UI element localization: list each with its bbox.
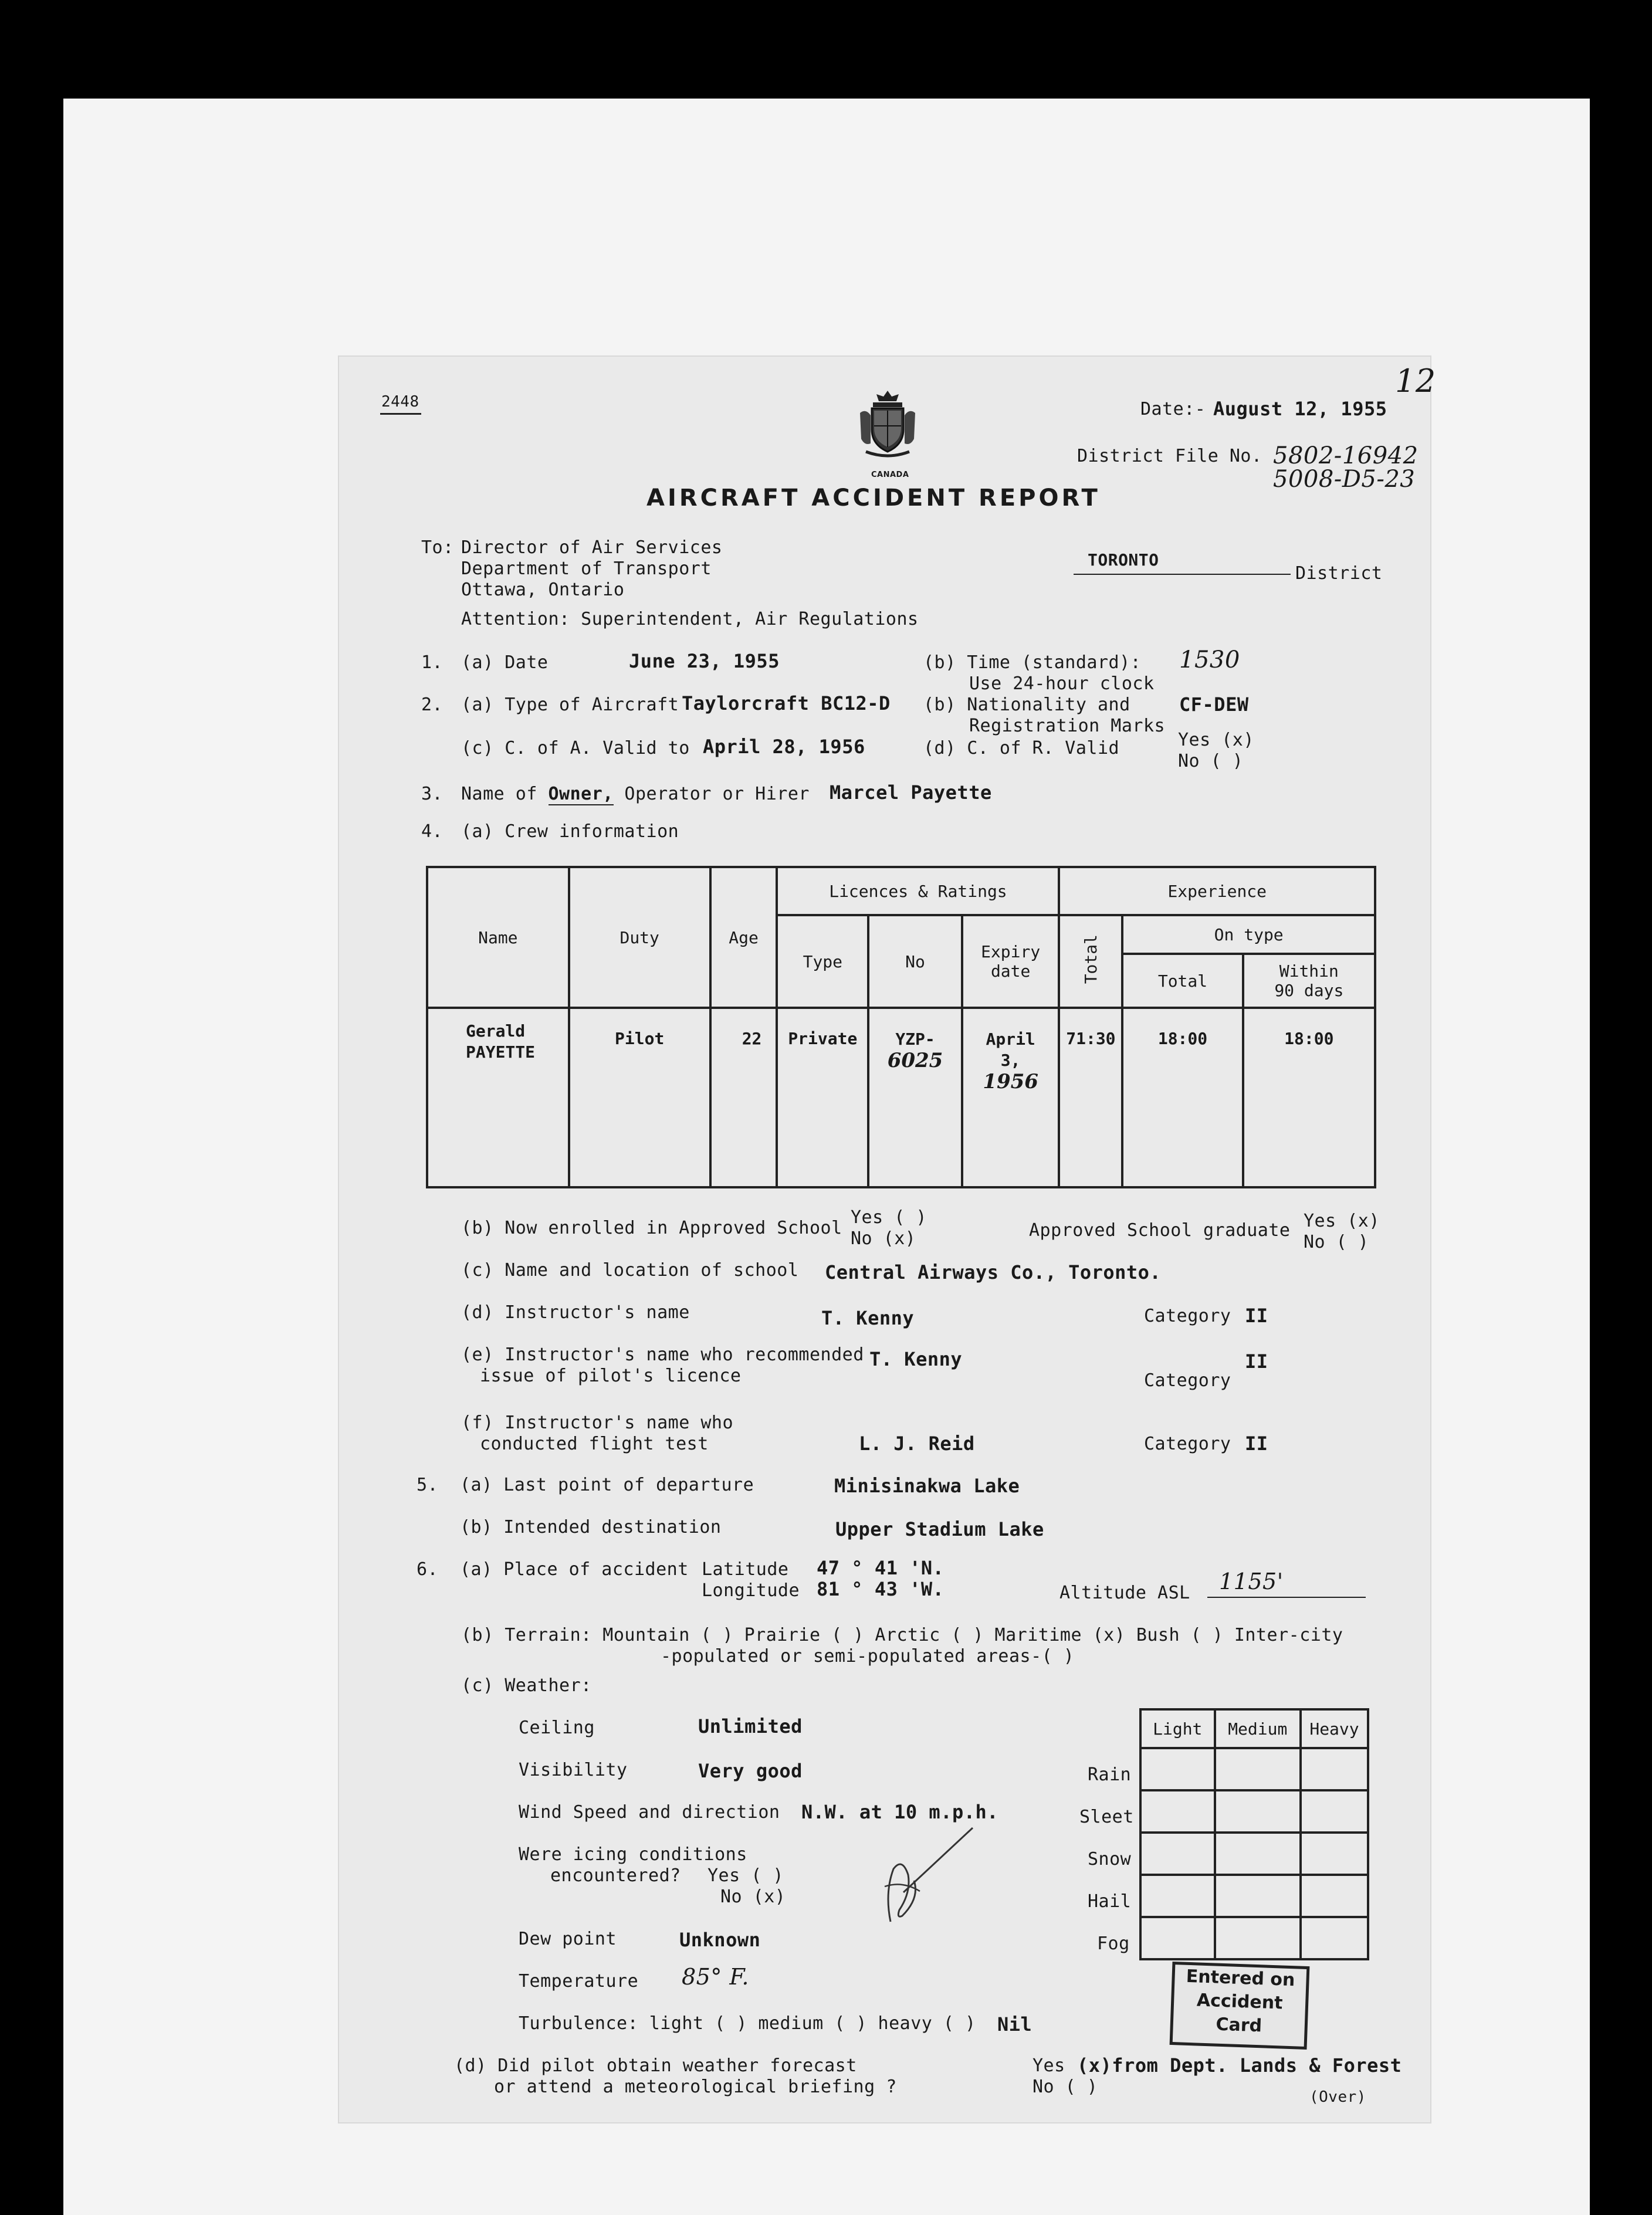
header-licences-ratings: Licences & Ratings bbox=[777, 867, 1059, 915]
addressee-line-1: Director of Air Services bbox=[461, 537, 723, 558]
school-value: Central Airways Co., Toronto. bbox=[825, 1261, 1162, 1283]
recommending-category: II bbox=[1245, 1350, 1268, 1373]
district-name: TORONTO bbox=[1088, 550, 1159, 570]
icing-yes: Yes ( ) bbox=[707, 1865, 784, 1886]
precip-cell bbox=[1215, 1833, 1301, 1875]
c-of-r-yes: Yes (x) bbox=[1178, 730, 1254, 750]
precip-col-light: Light bbox=[1140, 1709, 1215, 1748]
report-date: August 12, 1955 bbox=[1213, 398, 1387, 420]
entered-on-accident-card-stamp: Entered on Accident Card bbox=[1170, 1962, 1310, 2050]
test-instructor-label-1: (f) Instructor's name who bbox=[461, 1413, 734, 1433]
precip-cell bbox=[1140, 1917, 1215, 1959]
district-file-label: District File No. bbox=[1077, 446, 1262, 466]
addressee-line-2: Department of Transport bbox=[461, 558, 712, 579]
test-category: II bbox=[1245, 1432, 1268, 1455]
precip-cell bbox=[1215, 1790, 1301, 1833]
forecast-no: No ( ) bbox=[1032, 2077, 1098, 2097]
date-of-accident: June 23, 1955 bbox=[629, 650, 780, 672]
aircraft-type: Taylorcraft BC12-D bbox=[682, 692, 891, 714]
precip-cell bbox=[1301, 1790, 1368, 1833]
attention-line: Attention: Superintendent, Air Regulations bbox=[461, 609, 919, 629]
latitude-label: Latitude bbox=[702, 1559, 789, 1580]
time-note: Use 24-hour clock bbox=[969, 673, 1155, 694]
item-3-number: 3. bbox=[421, 784, 444, 804]
header-expiry-date: Expiry date bbox=[962, 915, 1059, 1008]
item-2-number: 2. bbox=[421, 695, 444, 715]
precipitation-table bbox=[1139, 1708, 1369, 1960]
item-4-number: 4. bbox=[421, 821, 444, 842]
precip-col-heavy: Heavy bbox=[1301, 1709, 1368, 1748]
temperature-value: 85° F. bbox=[682, 1964, 749, 1990]
handwritten-initials-icon bbox=[867, 1822, 984, 1939]
school-label: (c) Name and location of school bbox=[461, 1260, 799, 1281]
crew-on-type-total: 18:00 bbox=[1122, 1008, 1243, 1187]
precip-cell bbox=[1140, 1875, 1215, 1917]
header-on-type-total: Total bbox=[1122, 954, 1243, 1008]
recommending-category-label: Category bbox=[1144, 1370, 1231, 1391]
reference-number: 2448 bbox=[381, 393, 419, 411]
dew-point-label: Dew point bbox=[519, 1929, 617, 1949]
precip-row-label-fog: Fog bbox=[1097, 1933, 1130, 1954]
report-title: AIRCRAFT ACCIDENT REPORT bbox=[646, 485, 1101, 512]
test-category-label: Category bbox=[1144, 1434, 1231, 1454]
precip-cell bbox=[1215, 1917, 1301, 1959]
scan-frame bbox=[63, 99, 1590, 2215]
owner-label: Name of Owner, Operator or Hirer bbox=[461, 784, 810, 804]
item-5-number: 5. bbox=[417, 1475, 439, 1495]
aircraft-type-label: (a) Type of Aircraft bbox=[461, 695, 679, 715]
recommending-instructor-label-2: issue of pilot's licence bbox=[480, 1366, 742, 1386]
graduate-yes: Yes (x) bbox=[1304, 1211, 1380, 1231]
crew-row bbox=[427, 1008, 1375, 1187]
page-mark: 12 bbox=[1395, 363, 1436, 399]
precip-cell bbox=[1140, 1833, 1215, 1875]
district-file-number-1: 5802-16942 bbox=[1273, 442, 1419, 469]
crew-within-90-days: 18:00 bbox=[1243, 1008, 1375, 1187]
instructor-value: T. Kenny bbox=[821, 1307, 915, 1329]
header-age: Age bbox=[710, 867, 777, 1008]
icing-label-1: Were icing conditions bbox=[519, 1844, 747, 1865]
c-of-r-label: (d) C. of R. Valid bbox=[923, 738, 1120, 758]
turbulence-label: Turbulence: light ( ) medium ( ) heavy ( ) bbox=[519, 2013, 976, 2034]
item-1-number: 1. bbox=[421, 652, 444, 673]
ceiling-value: Unlimited bbox=[698, 1715, 803, 1738]
icing-no: No (x) bbox=[720, 1887, 786, 1907]
instructor-category: II bbox=[1245, 1305, 1268, 1327]
forecast-yes-value: (x)from Dept. Lands & Forest bbox=[1077, 2054, 1402, 2077]
dew-point-value: Unknown bbox=[679, 1929, 761, 1951]
header-total-experience: Total bbox=[1059, 915, 1122, 1008]
header-duty: Duty bbox=[569, 867, 710, 1008]
to-label: To: bbox=[421, 537, 454, 558]
nationality-label: (b) Nationality and bbox=[923, 695, 1130, 715]
precip-cell bbox=[1301, 1748, 1368, 1790]
crest-caption: CANADA bbox=[871, 470, 909, 479]
c-of-r-no: No ( ) bbox=[1178, 751, 1244, 771]
header-name: Name bbox=[427, 867, 569, 1008]
instructor-category-label: Category bbox=[1144, 1306, 1231, 1326]
longitude-value: 81 ° 43 'W. bbox=[817, 1578, 945, 1600]
destination-label: (b) Intended destination bbox=[460, 1517, 722, 1537]
registration-label: Registration Marks bbox=[969, 716, 1166, 736]
weather-label: (c) Weather: bbox=[461, 1675, 592, 1696]
forecast-yes-label: Yes bbox=[1032, 2055, 1065, 2076]
graduate-label: Approved School graduate bbox=[1029, 1220, 1291, 1241]
crew-information-label: (a) Crew information bbox=[461, 821, 679, 842]
header-licence-no: No bbox=[868, 915, 962, 1008]
crew-name: Gerald PAYETTE bbox=[427, 1008, 569, 1187]
header-experience: Experience bbox=[1059, 867, 1375, 915]
report-sheet bbox=[339, 357, 1436, 2122]
district-label: District bbox=[1295, 563, 1383, 584]
header-within-90-days: Within 90 days bbox=[1243, 954, 1375, 1008]
visibility-label: Visibility bbox=[519, 1760, 628, 1780]
visibility-value: Very good bbox=[698, 1760, 803, 1782]
destination-value: Upper Stadium Lake bbox=[835, 1518, 1044, 1540]
time-of-accident: 1530 bbox=[1179, 646, 1240, 673]
crew-total-hours: 71:30 bbox=[1059, 1008, 1122, 1187]
test-instructor-value: L. J. Reid bbox=[859, 1432, 975, 1455]
item-6-number: 6. bbox=[417, 1559, 439, 1580]
ceiling-label: Ceiling bbox=[519, 1718, 595, 1738]
crew-licence-type: Private bbox=[777, 1008, 868, 1187]
crew-expiry-date: April 3, 1956 bbox=[962, 1008, 1059, 1187]
precip-cell bbox=[1215, 1748, 1301, 1790]
precip-row-label-snow: Snow bbox=[1088, 1849, 1132, 1869]
instructor-label: (d) Instructor's name bbox=[461, 1302, 690, 1323]
header-on-type: On type bbox=[1122, 915, 1375, 954]
terrain-label-2: -populated or semi-populated areas-( ) bbox=[661, 1646, 1075, 1667]
owner-name: Marcel Payette bbox=[830, 781, 992, 804]
precip-cell bbox=[1301, 1833, 1368, 1875]
wind-value: N.W. at 10 m.p.h. bbox=[801, 1801, 999, 1823]
precip-cell bbox=[1301, 1917, 1368, 1959]
over-note: (Over) bbox=[1309, 2088, 1366, 2106]
crew-licence-no: YZP- 6025 bbox=[868, 1008, 962, 1187]
longitude-label: Longitude bbox=[702, 1580, 800, 1601]
crew-age: 22 bbox=[710, 1008, 777, 1187]
enrolled-no: No (x) bbox=[851, 1228, 916, 1249]
district-underline bbox=[1074, 574, 1291, 575]
precip-col-medium: Medium bbox=[1215, 1709, 1301, 1748]
crew-table bbox=[426, 866, 1376, 1188]
district-file-number-2: 5008-D5-23 bbox=[1273, 466, 1416, 493]
c-of-a-valid-to: April 28, 1956 bbox=[703, 736, 865, 758]
graduate-no: No ( ) bbox=[1304, 1232, 1369, 1252]
enrolled-yes: Yes ( ) bbox=[851, 1207, 927, 1228]
test-instructor-label-2: conducted flight test bbox=[480, 1434, 709, 1454]
altitude-underline bbox=[1207, 1597, 1366, 1598]
date-label: Date:- bbox=[1140, 399, 1206, 419]
latitude-value: 47 ° 41 'N. bbox=[817, 1557, 945, 1579]
altitude-label: Altitude ASL bbox=[1059, 1583, 1190, 1603]
terrain-label: (b) Terrain: Mountain ( ) Prairie ( ) Arctic ( ) Maritime (x) Bush ( ) Inter-city bbox=[461, 1625, 1343, 1645]
recommending-instructor-label-1: (e) Instructor's name who recommended bbox=[461, 1344, 864, 1365]
departure-label: (a) Last point of departure bbox=[460, 1475, 754, 1495]
precip-row-label-hail: Hail bbox=[1088, 1891, 1132, 1912]
precip-cell bbox=[1140, 1790, 1215, 1833]
precip-cell bbox=[1215, 1875, 1301, 1917]
precip-row-label-rain: Rain bbox=[1088, 1764, 1132, 1785]
time-label: (b) Time (standard): bbox=[923, 652, 1142, 673]
icing-label-2: encountered? bbox=[550, 1865, 681, 1886]
canada-crest-icon bbox=[855, 387, 920, 469]
c-of-a-label: (c) C. of A. Valid to bbox=[461, 738, 690, 758]
place-label: (a) Place of accident bbox=[460, 1559, 689, 1580]
forecast-label-1: (d) Did pilot obtain weather forecast bbox=[454, 2055, 857, 2076]
forecast-label-2: or attend a meteorological briefing ? bbox=[494, 2077, 897, 2097]
departure-value: Minisinakwa Lake bbox=[834, 1475, 1020, 1497]
addressee-line-3: Ottawa, Ontario bbox=[461, 580, 625, 600]
enrolled-label: (b) Now enrolled in Approved School bbox=[461, 1218, 842, 1238]
header-licence-type: Type bbox=[777, 915, 868, 1008]
precip-cell bbox=[1140, 1748, 1215, 1790]
altitude-value: 1155' bbox=[1219, 1569, 1284, 1594]
recommending-instructor-value: T. Kenny bbox=[869, 1348, 963, 1370]
precip-cell bbox=[1301, 1875, 1368, 1917]
wind-label: Wind Speed and direction bbox=[519, 1802, 780, 1823]
crew-duty: Pilot bbox=[569, 1008, 710, 1187]
turbulence-value: Nil bbox=[997, 2013, 1032, 2036]
reference-underline bbox=[380, 413, 421, 415]
registration-marks: CF-DEW bbox=[1179, 693, 1249, 716]
temperature-label: Temperature bbox=[519, 1971, 639, 1992]
precip-row-label-sleet: Sleet bbox=[1079, 1807, 1134, 1827]
date-of-accident-label: (a) Date bbox=[461, 652, 549, 673]
